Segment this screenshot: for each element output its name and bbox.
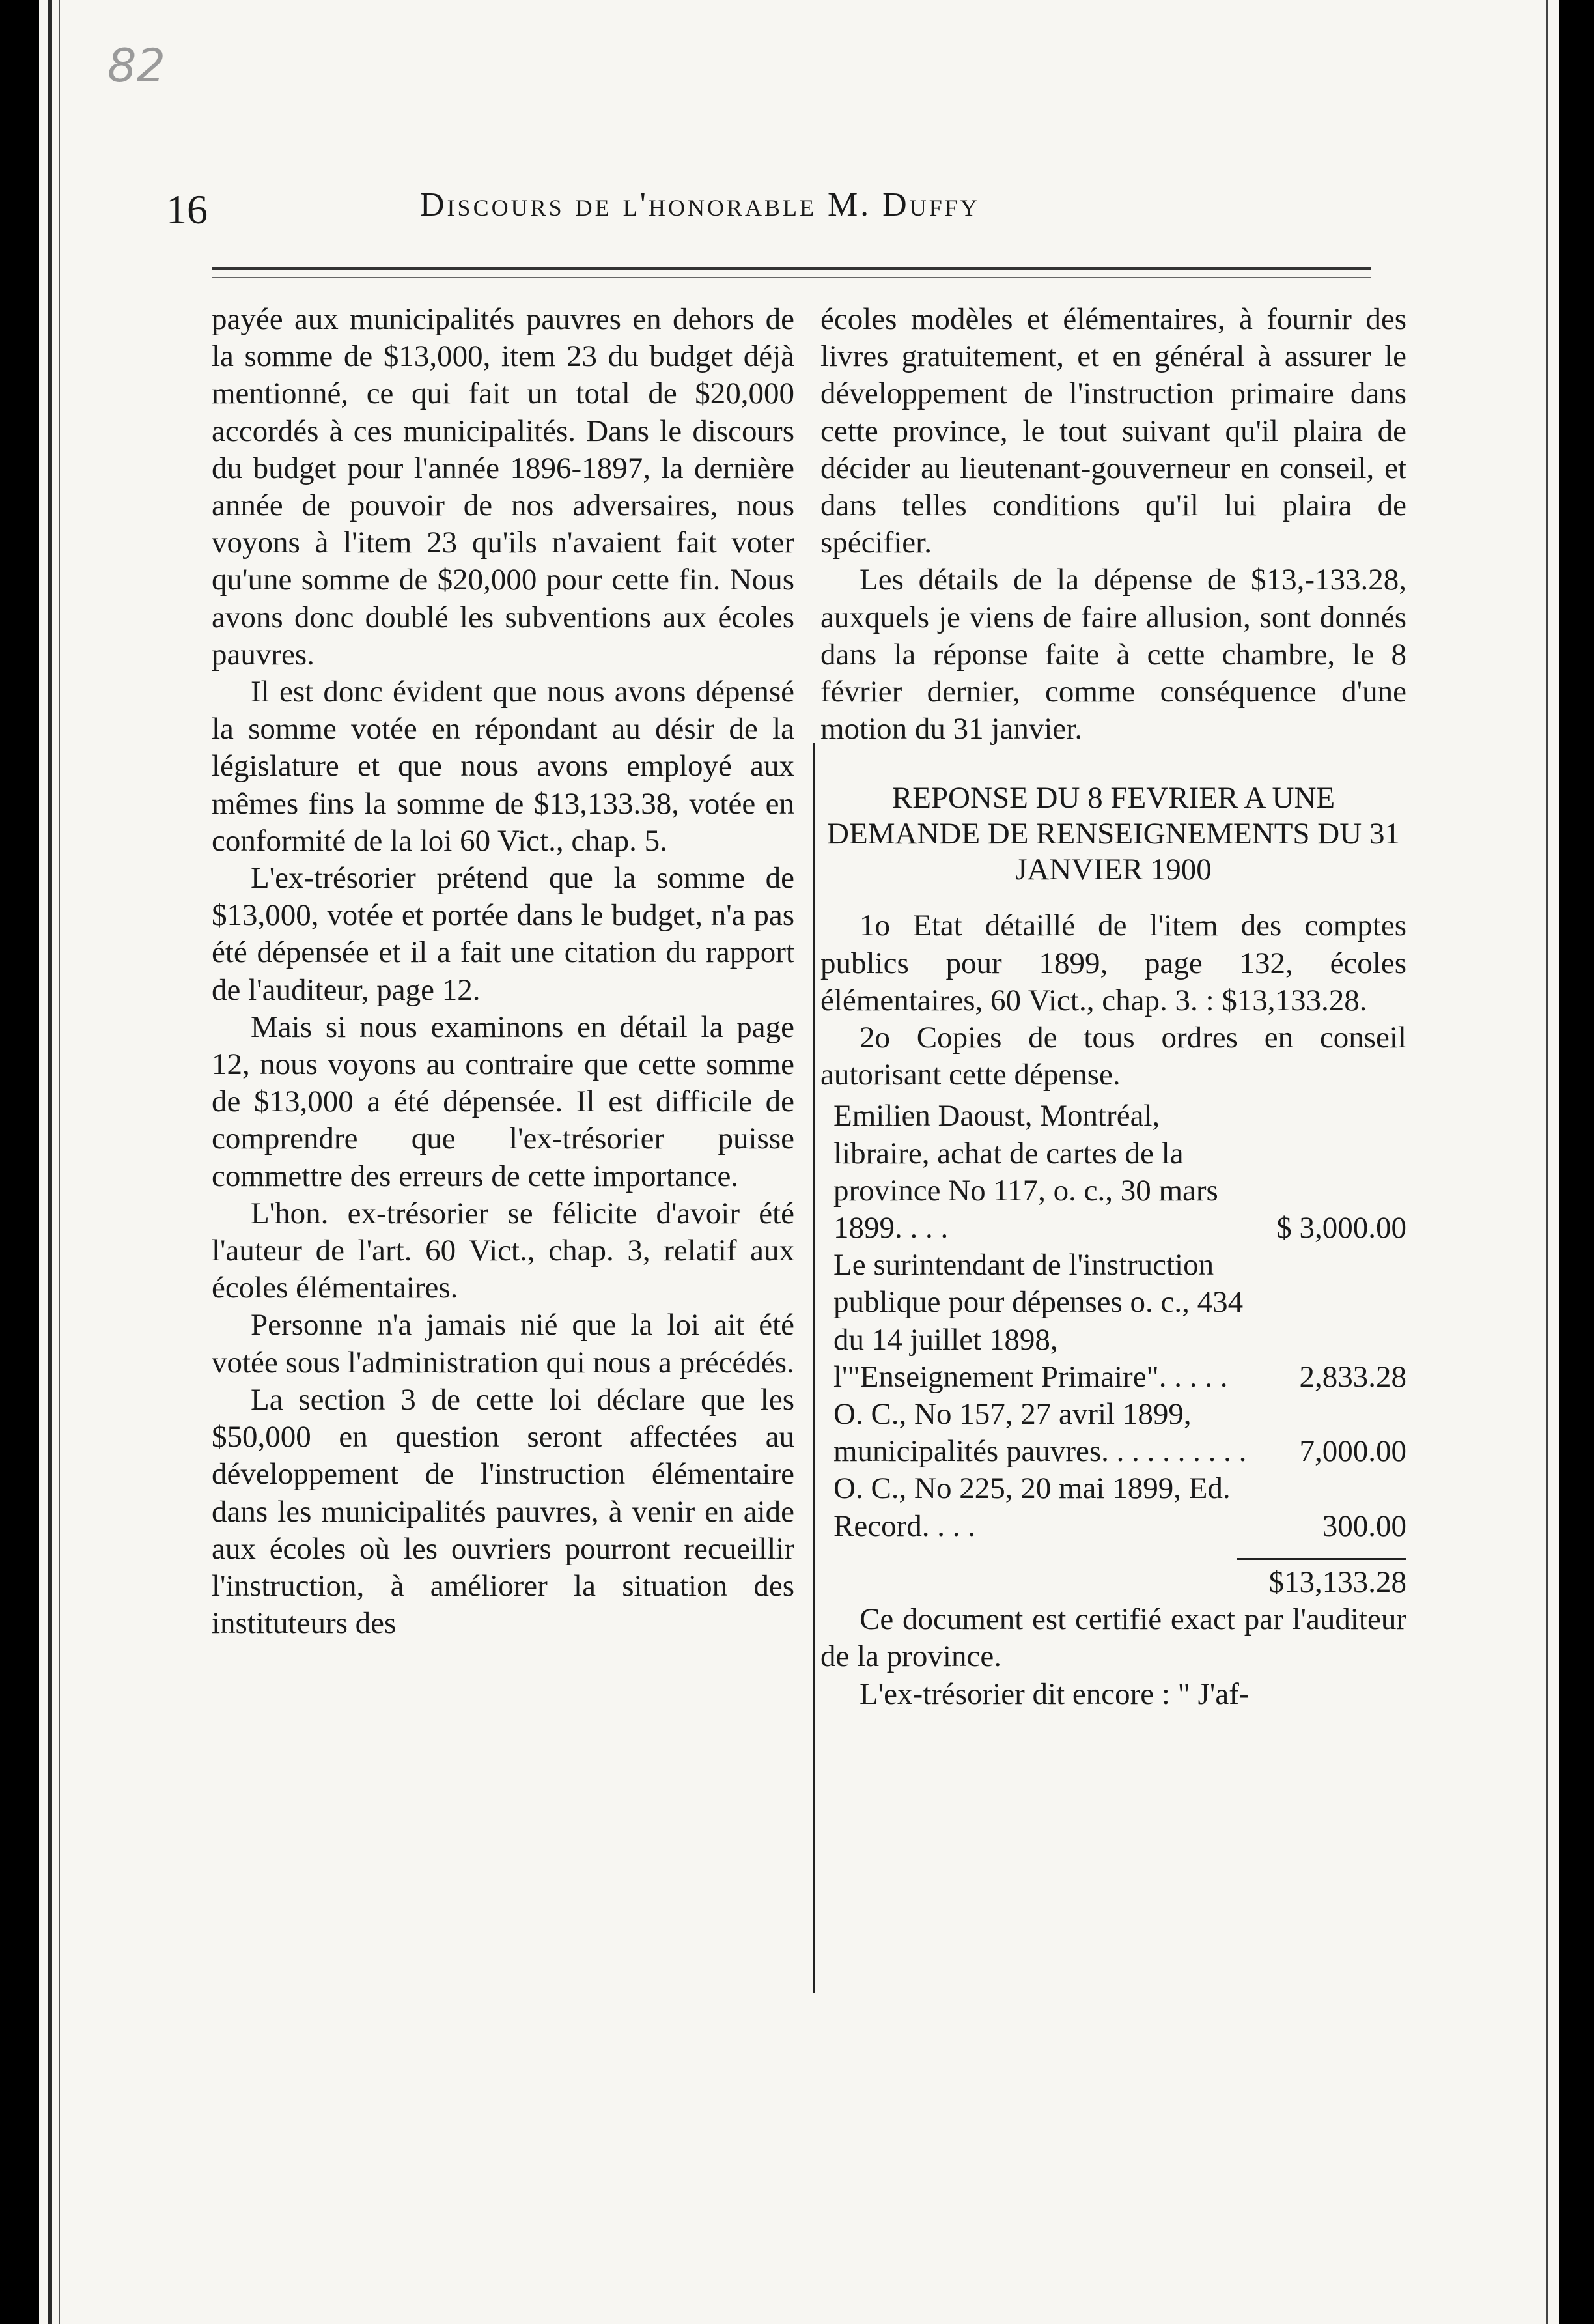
paragraph: Ce document est certifié exact par l'auditeur de la province. (820, 1602, 1406, 1674)
running-title: Discours de l'honorable M. Duffy (420, 186, 980, 223)
expense-row (820, 1396, 1406, 1470)
expense-row (820, 1098, 1406, 1247)
expense-description: O. C., No 157, 27 avril 1899, municipalités pauvres. . . . . . . . . . (833, 1397, 1247, 1469)
expense-description: Emilien Daoust, Montréal, libraire, achat de cartes de la province No 117, o. c., 30 mars 1899. . . . (833, 1099, 1218, 1245)
expense-total: $13,133.28 (1268, 1565, 1406, 1599)
expense-table (820, 1098, 1406, 1601)
paragraph: L'ex-trésorier dit encore : " J'af- (860, 1677, 1250, 1711)
total-rule (1237, 1558, 1406, 1560)
section-heading: REPONSE DU 8 FEVRIER A UNE DEMANDE DE RENSEIGNEMENTS DU 31 JANVIER 1900 (827, 781, 1400, 887)
list-item: 2o Copies de tous ordres en conseil autorisant cette dépense. (820, 1021, 1406, 1092)
paragraph: L'hon. ex-trésorier se félicite d'avoir été l'auteur de l'art. 60 Vict., chap. 3, relatif aux écoles élémentaires. (212, 1196, 794, 1305)
paragraph: payée aux municipalités pauvres en dehors de la somme de $13,000, item 23 du budget déjà mentionné, ce qui fait un total de $20,000 accordés à ces municipalités. Dans le discours du budget pour l'année 1896-1897, la dernière année de pouvoir de nos adversaires, nous voyons à l'item 23 qu'ils n'avaient fait voter qu'une somme de $20,000 pour cette fin. Nous avons donc doublé les subventions aux écoles pauvres. (212, 302, 794, 672)
pencil-note: 82 (107, 39, 166, 92)
header-rule (212, 267, 1371, 270)
paragraph: L'ex-trésorier prétend que la somme de $13,000, votée et portée dans le budget, n'a pas été dépensée et il a fait une citation du rapport de l'auditeur, page 12. (212, 861, 794, 1007)
expense-amount: 7,000.00 (1299, 1434, 1406, 1469)
paragraph: Mais si nous examinons en détail la page 12, nous voyons au contraire que cette somme de $13,000 a été dépensée. Il est difficile de comprendre que l'ex-trésorier puisse commettre des erreurs de cette importance. (212, 1010, 794, 1193)
page-number: 16 (166, 186, 208, 233)
page-edge-left (48, 0, 52, 2324)
scanned-page (39, 0, 1559, 2324)
expense-description: Le surintendant de l'instruction publique pour dépenses o. c., 434 du 14 juillet 1898, l'"Enseignement Primaire". . . . . (833, 1248, 1244, 1394)
expense-row (820, 1247, 1406, 1396)
paragraph: écoles modèles et élémentaires, à fournir des livres gratuitement, et en général à assurer le développement de l'instruction primaire dans cette province, le tout suivant qu'il plaira de décider au lieutenant-gouverneur en conseil, et dans telles conditions qu'il lui plaira de spécifier. (820, 302, 1406, 560)
column-divider (813, 743, 815, 1993)
left-column (212, 301, 794, 1642)
paragraph: Personne n'a jamais nié que la loi ait été votée sous l'administration qui nous a précédés. (212, 1308, 794, 1380)
expense-description: O. C., No 225, 20 mai 1899, Ed. Record. . . . (833, 1471, 1231, 1543)
page-edge-line (59, 0, 60, 2324)
paragraph: Les détails de la dépense de $13,-133.28, auxquels je viens de faire allusion, sont donnés dans la réponse faite à cette chambre, le 8 février dernier, comme conséquence d'une motion du 31 janvier. (820, 563, 1406, 746)
page-edge-right (1546, 0, 1548, 2324)
paragraph: La section 3 de cette loi déclare que les $50,000 en question seront affectées au développement de l'instruction élémentaire dans les municipalités pauvres, à venir en aide aux écoles où les ouvriers pourront recueillir l'instruction, à améliorer la situation des instituteurs des (212, 1382, 794, 1641)
list-item: 1o Etat détaillé de l'item des comptes publics pour 1899, page 132, écoles élémentaires, 60 Vict., chap. 3. : $13,133.28. (820, 909, 1406, 1017)
expense-row (820, 1470, 1406, 1544)
paragraph: Il est donc évident que nous avons dépensé la somme votée en répondant au désir de la législature et que nous avons employé aux mêmes fins la somme de $13,133.38, votée en conformité de la loi 60 Vict., chap. 5. (212, 675, 794, 858)
header-rule-thin (212, 277, 1371, 278)
right-column (820, 301, 1406, 1713)
page-header (166, 186, 1338, 238)
expense-amount: 300.00 (1322, 1509, 1406, 1543)
expense-amount: 2,833.28 (1299, 1359, 1406, 1394)
expense-amount: $ 3,000.00 (1276, 1211, 1406, 1245)
